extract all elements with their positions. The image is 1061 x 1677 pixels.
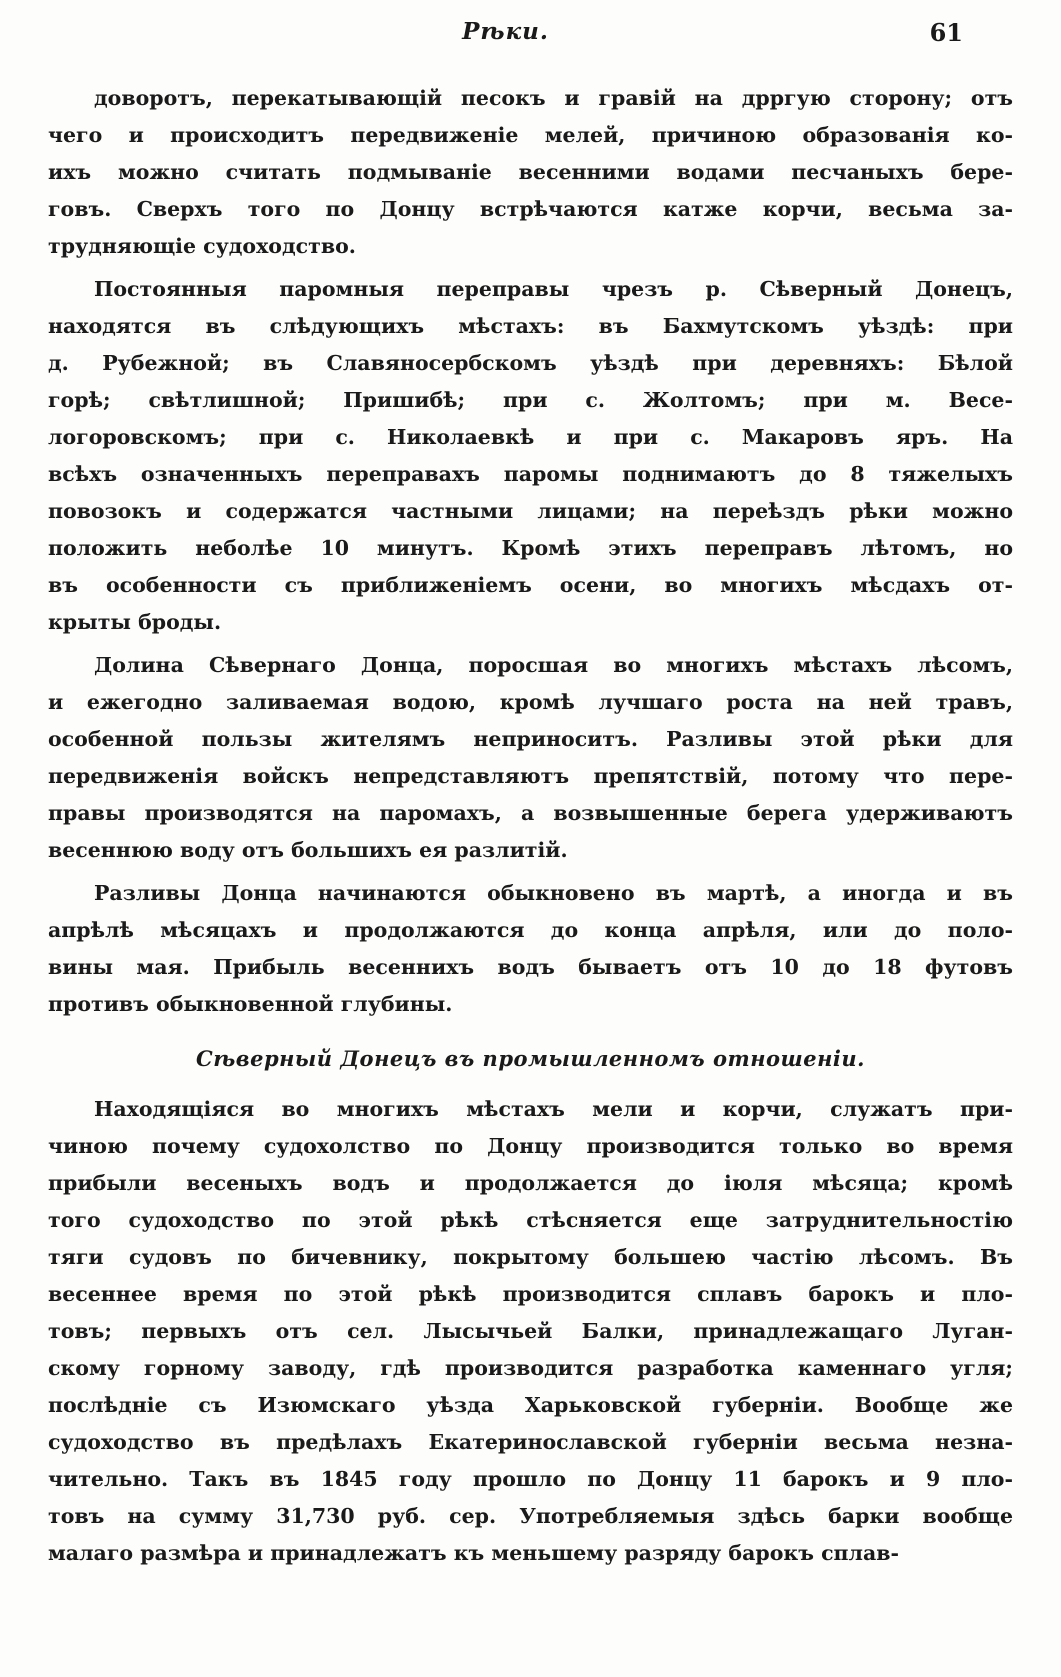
text-line: чиною почему судохолство по Донцу производится только во время	[48, 1134, 1013, 1158]
text-line: говъ. Сверхъ того по Донцу встрѣчаются катже корчи, весьма за-	[48, 197, 1013, 221]
text-line: послѣдніе съ Изюмскаго уѣзда Харьковской губерніи. Вообще же	[48, 1393, 1013, 1417]
text-line: судоходство въ предѣлахъ Екатеринославской губерніи весьма незна-	[48, 1430, 1013, 1454]
text-line: крыты броды.	[48, 610, 222, 634]
text-line: Находящіяся во многихъ мѣстахъ мели и корчи, служатъ при-	[94, 1097, 1013, 1121]
text-line: ихъ можно считать подмываніе весенними водами песчаныхъ бере-	[48, 160, 1013, 184]
text-line: повозокъ и содержатся частными лицами; на переѣздъ рѣки можно	[48, 499, 1013, 523]
text-line: того судоходство по этой рѣкѣ стѣсняется еще затруднительностію	[48, 1208, 1013, 1232]
page-number: 61	[929, 18, 963, 47]
text-line: положить неболѣе 10 минутъ. Кромѣ этихъ переправъ лѣтомъ, но	[48, 536, 1013, 560]
text-line: апрѣлѣ мѣсяцахъ и продолжаются до конца апрѣля, или до поло-	[48, 918, 1013, 942]
paragraph	[48, 271, 1013, 641]
text-line: въ особенности съ приближеніемъ осени, во многихъ мѣсдахъ от-	[48, 573, 1013, 597]
paragraph	[48, 875, 1013, 1023]
paragraph	[48, 647, 1013, 869]
text-line: и ежегодно заливаемая водою, кромѣ лучшаго роста на ней травъ,	[48, 690, 1013, 714]
page-body	[48, 80, 1013, 1572]
text-line: всѣхъ означенныхъ переправахъ паромы поднимаютъ до 8 тяжелыхъ	[48, 462, 1013, 486]
text-line: товъ на сумму 31,730 руб. сер. Употребляемыя здѣсь барки вообще	[48, 1504, 1013, 1528]
text-line: малаго размѣра и принадлежатъ къ меньшему разряду барокъ сплав-	[48, 1541, 900, 1565]
text-line: д. Рубежной; въ Славяносербскомъ уѣздѣ при деревняхъ: Бѣлой	[48, 351, 1013, 375]
text-line: вины мая. Прибыль весеннихъ водъ бываетъ отъ 10 до 18 футовъ	[48, 955, 1013, 979]
text-line: Разливы Донца начинаются обыкновено въ мартѣ, а иногда и въ	[94, 881, 1013, 905]
running-title: Рѣки.	[462, 18, 549, 45]
text-line: логоровскомъ; при с. Николаевкѣ и при с. Макаровъ яръ. На	[48, 425, 1013, 449]
paragraph	[48, 1091, 1013, 1572]
text-line: весеннюю воду отъ большихъ ея разлитій.	[48, 838, 568, 862]
text-line: находятся въ слѣдующихъ мѣстахъ: въ Бахмутскомъ уѣздѣ: при	[48, 314, 1013, 338]
text-line: чительно. Такъ въ 1845 году прошло по Донцу 11 барокъ и 9 пло-	[48, 1467, 1013, 1491]
text-line: тяги судовъ по бичевнику, покрытому большею частію лѣсомъ. Въ	[48, 1245, 1013, 1269]
text-line: трудняющіе судоходство.	[48, 234, 356, 258]
text-line: горѣ; свѣтлишной; Пришибѣ; при с. Жолтомъ; при м. Весе-	[48, 388, 1013, 412]
text-line: особенной пользы жителямъ неприноситъ. Разливы этой рѣки для	[48, 727, 1013, 751]
text-line: Постоянныя паромныя переправы чрезъ р. Сѣверный Донецъ,	[94, 277, 1013, 301]
paragraphs-after	[48, 1091, 1013, 1572]
page-header	[48, 18, 963, 58]
text-line: противъ обыкновенной глубины.	[48, 992, 453, 1016]
paragraphs-before	[48, 80, 1013, 1023]
text-line: скому горному заводу, гдѣ производится разработка каменнаго угля;	[48, 1356, 1013, 1380]
text-line: доворотъ, перекатывающій песокъ и гравій на дрргую сторону; отъ	[94, 86, 1013, 110]
paragraph	[48, 80, 1013, 265]
text-line: чего и происходитъ передвиженіе мелей, причиною образованія ко-	[48, 123, 1013, 147]
text-line: передвиженія войскъ непредставляютъ препятствій, потому что пере-	[48, 764, 1013, 788]
section-subheading: Сѣверный Донецъ въ промышленномъ отношеніи.	[196, 1046, 865, 1071]
text-line: правы производятся на паромахъ, а возвышенные берега удерживаютъ	[48, 801, 1013, 825]
text-line: прибыли весеныхъ водъ и продолжается до іюля мѣсяца; кромѣ	[48, 1171, 1013, 1195]
text-line: весеннее время по этой рѣкѣ производится сплавъ барокъ и пло-	[48, 1282, 1013, 1306]
text-line: Долина Сѣвернаго Донца, поросшая во многихъ мѣстахъ лѣсомъ,	[94, 653, 1013, 677]
text-line: товъ; первыхъ отъ сел. Лысычьей Балки, принадлежащаго Луган-	[48, 1319, 1013, 1343]
